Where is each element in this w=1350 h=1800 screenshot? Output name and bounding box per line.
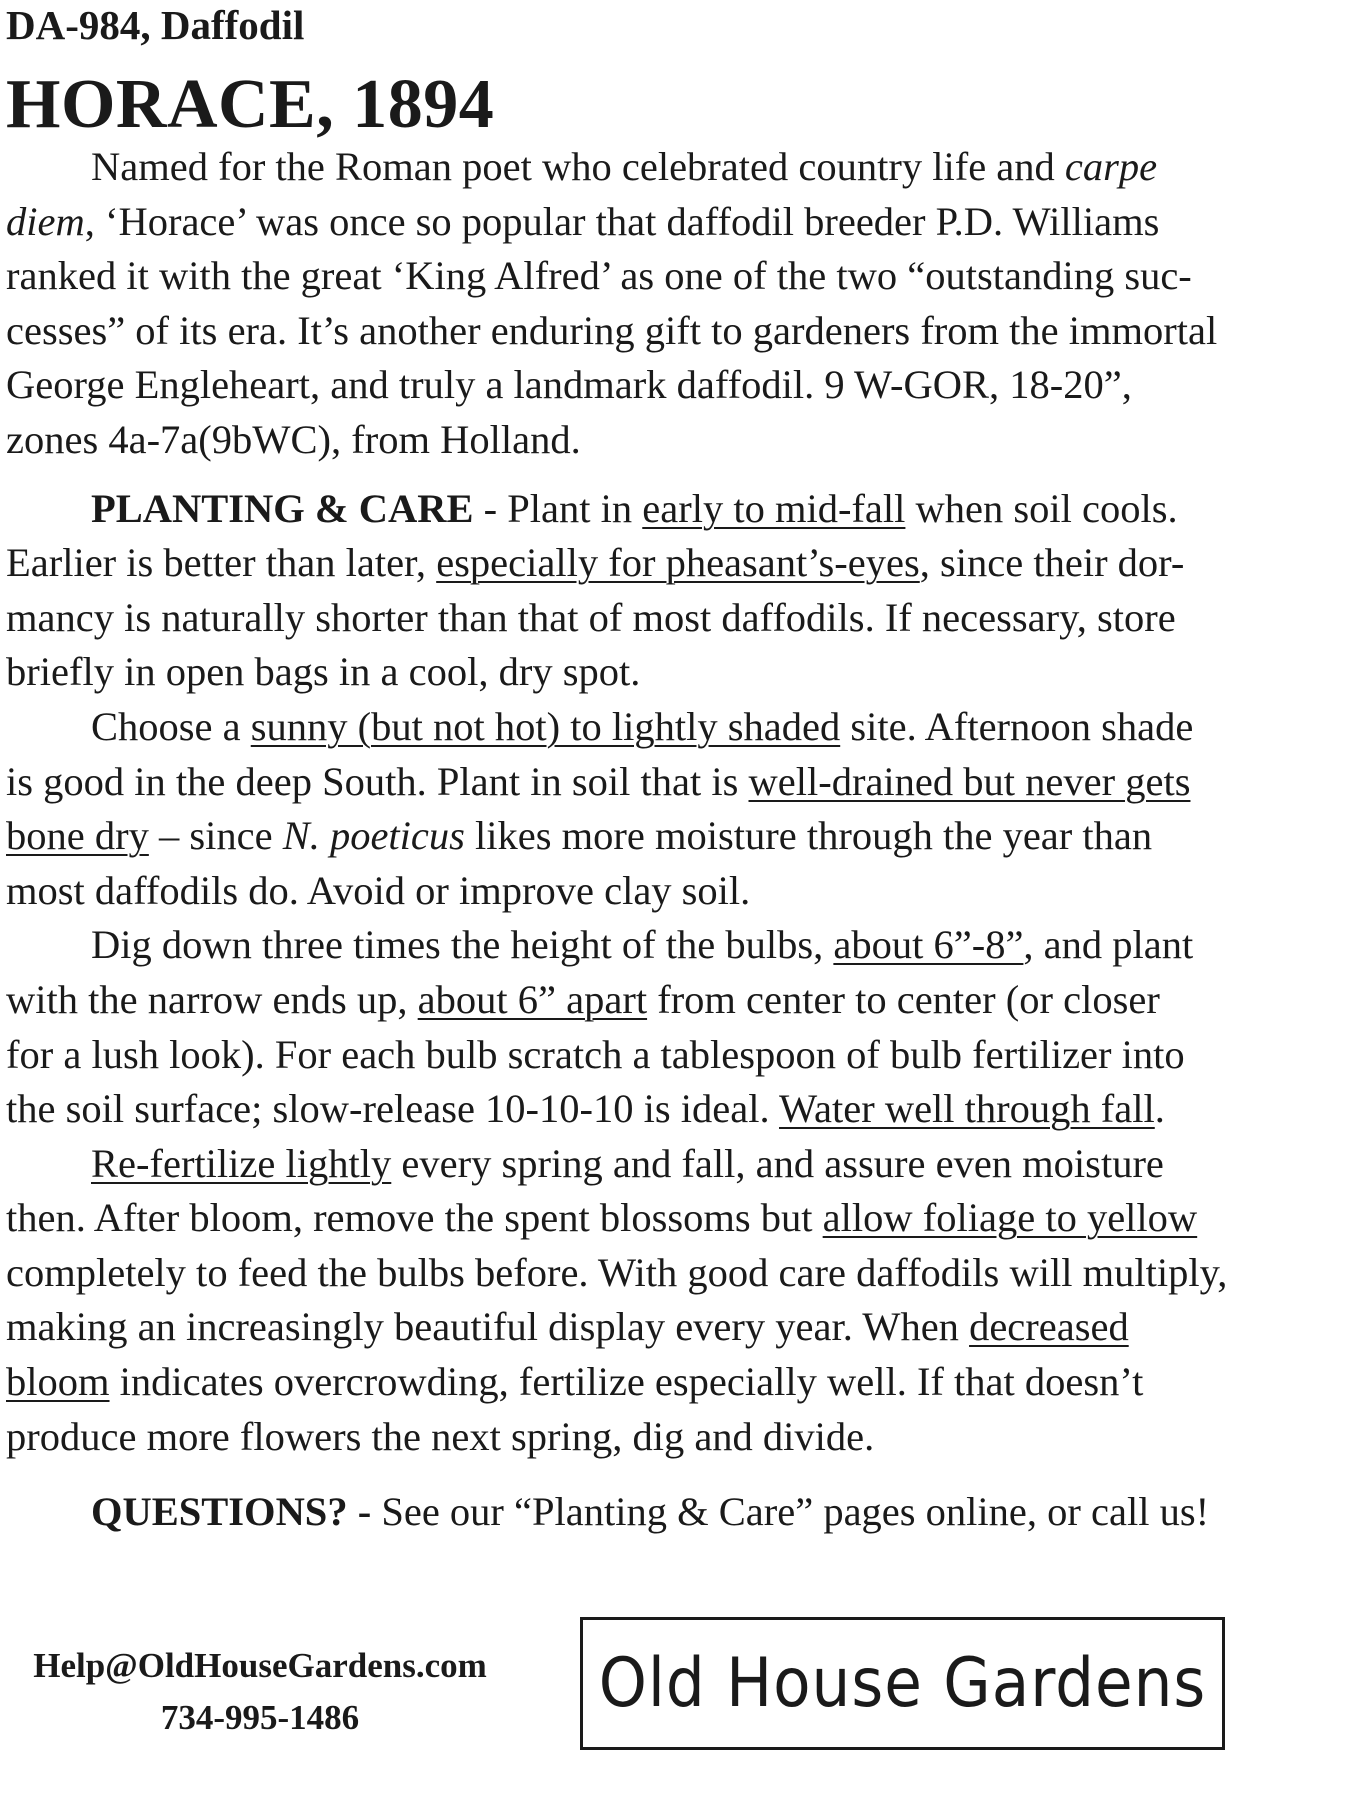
dig-line xyxy=(6,1082,1296,1137)
dig-line xyxy=(6,973,1296,1028)
underlined-text: especially for pheasant’s-eyes xyxy=(436,540,920,586)
text: Choose a xyxy=(91,703,251,749)
variety-code: DA-984, Daffodil xyxy=(6,2,305,48)
intro-line: George Engleheart, and truly a landmark daffodil. 9 W-GOR, 18-20”, xyxy=(6,362,1132,408)
intro-line xyxy=(6,140,1296,195)
underlined-text: well-drained but never gets xyxy=(748,758,1191,804)
text: making an increasingly beautiful display every year. When xyxy=(6,1304,970,1350)
underlined-text: about 6”-8” xyxy=(833,922,1024,968)
intro-line: cesses” of its era. It’s another enduring gift to gardeners from the immortal xyxy=(6,307,1218,353)
questions-line xyxy=(6,1485,1296,1540)
italic-text: carpe xyxy=(1064,144,1158,189)
text: . xyxy=(1154,1086,1165,1132)
text: Named for the Roman poet who celebrated country life and xyxy=(91,144,1065,189)
underlined-text: bone dry xyxy=(6,813,149,859)
logo-text: Old House Gardens xyxy=(598,1644,1207,1723)
contact-block xyxy=(0,1640,520,1744)
dig-line: for a lush look). For each bulb scratch a tablespoon of bulb fertilizer into xyxy=(6,1031,1185,1077)
underlined-text: bloom xyxy=(6,1359,110,1405)
planting-line xyxy=(6,482,1296,537)
italic-text: N. poeticus xyxy=(282,813,465,859)
refertilize-line: completely to feed the bulbs before. With good care daffodils will multiply, xyxy=(6,1249,1228,1295)
text: is good in the deep South. Plant in soil that is xyxy=(6,758,749,804)
italic-text: diem xyxy=(6,198,85,244)
intro-paragraph xyxy=(6,140,1296,468)
text: Dig down three times the height of the bulbs, xyxy=(91,922,834,968)
questions-heading: QUESTIONS? - xyxy=(91,1489,372,1535)
text: site. Afternoon shade xyxy=(840,703,1194,749)
intro-line: zones 4a-7a(9bWC), from Holland. xyxy=(6,416,581,462)
refertilize-line xyxy=(6,1300,1296,1355)
refertilize-line xyxy=(6,1137,1296,1192)
site-line xyxy=(6,809,1296,864)
text: the soil surface; slow-release 10-10-10 is ideal. xyxy=(6,1086,780,1132)
refertilize-line xyxy=(6,1355,1296,1410)
text: likes more moisture through the year than xyxy=(464,813,1153,859)
text: when soil cools. xyxy=(905,485,1178,531)
text: then. After bloom, remove the spent blossoms but xyxy=(6,1195,823,1241)
text: , ‘Horace’ was once so popular that daffodil breeder P.D. Williams xyxy=(84,198,1160,244)
dig-paragraph xyxy=(6,918,1296,1136)
text: , and plant xyxy=(1023,922,1194,968)
underlined-text: early to mid-fall xyxy=(642,485,906,531)
underlined-text: Re-fertilize lightly xyxy=(91,1140,392,1186)
planting-line: mancy is naturally shorter than that of most daffodils. If necessary, store xyxy=(6,594,1176,640)
refertilize-line xyxy=(6,1191,1296,1246)
text: Earlier is better than later, xyxy=(6,540,437,586)
refertilize-paragraph xyxy=(6,1137,1296,1465)
planting-line xyxy=(6,536,1296,591)
contact-email[interactable]: Help@OldHouseGardens.com xyxy=(33,1646,487,1685)
text: indicates overcrowding, fertilize especially well. If that doesn’t xyxy=(109,1359,1144,1405)
underlined-text: decreased xyxy=(969,1304,1129,1350)
refertilize-line: produce more flowers the next spring, dig and divide. xyxy=(6,1413,875,1459)
logo xyxy=(580,1617,1225,1750)
site-paragraph xyxy=(6,700,1296,918)
planting-paragraph xyxy=(6,482,1296,700)
site-line xyxy=(6,700,1296,755)
text: - Plant in xyxy=(473,485,643,531)
intro-line: ranked it with the great ‘King Alfred’ as one of the two “outstanding suc- xyxy=(6,253,1192,299)
text: with the narrow ends up, xyxy=(6,976,418,1022)
planting-heading: PLANTING & CARE xyxy=(91,485,474,531)
text: , since their dor- xyxy=(919,540,1185,586)
dig-line xyxy=(6,918,1296,973)
questions-paragraph xyxy=(6,1485,1296,1540)
site-line: most daffodils do. Avoid or improve clay soil. xyxy=(6,867,751,913)
planting-line: briefly in open bags in a cool, dry spot. xyxy=(6,649,641,695)
underlined-text: Water well through fall xyxy=(779,1086,1155,1132)
underlined-text: sunny (but not hot) to lightly shaded xyxy=(250,703,841,749)
text: from center to center (or closer xyxy=(647,976,1160,1022)
contact-phone[interactable]: 734-995-1486 xyxy=(160,1698,360,1737)
variety-title: HORACE, 1894 xyxy=(6,66,495,143)
site-line xyxy=(6,755,1296,810)
description-body xyxy=(6,140,1296,1540)
underlined-text: allow foliage to yellow xyxy=(822,1195,1198,1241)
text: – since xyxy=(148,813,283,859)
text: every spring and fall, and assure even moisture xyxy=(391,1140,1164,1186)
underlined-text: about 6” apart xyxy=(417,976,648,1022)
text: See our “Planting & Care” pages online, or call us! xyxy=(371,1489,1210,1535)
intro-line xyxy=(6,195,1296,250)
